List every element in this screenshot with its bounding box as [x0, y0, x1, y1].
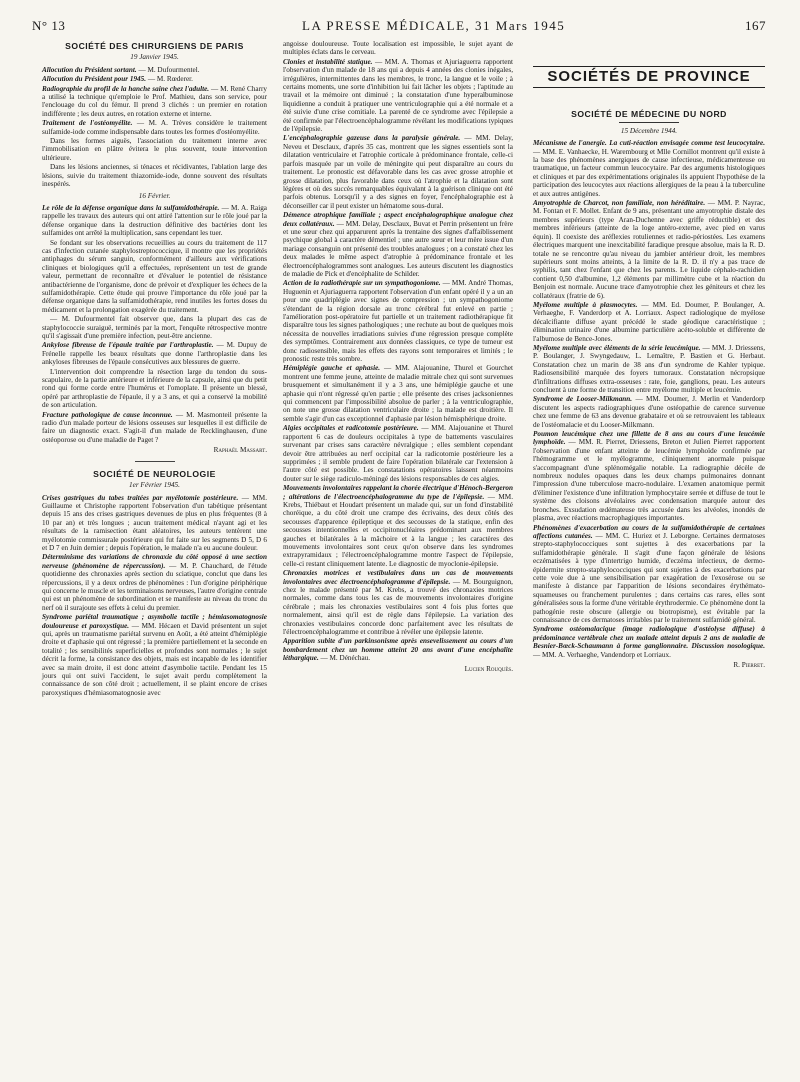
paragraph: Mouvements involontaires rappelant la chorée électrique d'Hénoch-Bergeron ; altérations de l'électroencéphalogramme du type de l'épilepsie. — MM. Krebs, Thiébaut et Houdart présentent un malade qui, sur un fond d'instabilité choréique, a du côté droit une crampe des écrivains, des deux côtés des secousses d'apparence épileptique et des secousses de la statique, enfin des secousses intentionnelles et occipitonucléaires prédominant aux membres gauches et bilatérales à la mâchoire et à la langue ; les caractères des mouvements involontaires sont ceux qu'on observe dans les syndromes extrapyramidaux ; l'électroencéphalogramme montre l'aspect de l'épilepsie, celle-ci restant cliniquement latente. Le diagnostic de myoclonie-épilepsie.	[283, 484, 513, 568]
paragraph: angoisse douloureuse. Toute localisation est impossible, le sujet ayant de multiples éclats dans le cerveau.	[283, 40, 513, 57]
paragraph: Crises gastriques du tabes traitées par myélotomie postérieure. — MM. Guillaume et Christophe rapportent l'observation d'un tabétique présentant depuis 15 ans des crises gastriques devenues de plus en plus fréquentes (8 à 10 par an) et très longues ; aucun traitement médical n'ayant agi et les résultats de la ramisection étant aléatoires, les auteurs tentèrent une myélotomie commissurale postérieure qui fut faite sur les segments D 5, D 6 et D 7 en Juin dernier ; depuis l'opération, le malade n'a eu aucune douleur.	[42, 493, 267, 552]
paragraph: Clonies et instabilité statique. — MM. A. Thomas et Ajuriaguerra rapportent l'observation d'un malade de 18 ans qui a depuis 4 années des clonies inégales, irrégulières, intermittentes dans les membres, le tronc, la langue et le voile ; à certains moments, une sorte d'inhibition lui fait lâcher les objets ; l'aptitude au travail et la mémoire ont diminué ; la constatation d'une hyperalbuminose liquidienne a conduit à pratiquer une ventriculographie qui a été normale et a été suivie d'une crise comitiale. La parenté de ce syndrome avec l'épilepsie a été confirmée par l'électroencéphalogramme révélant les modifications typiques de l'épilepsie.	[283, 57, 513, 134]
paragraph-lead: Mouvements involontaires rappelant la chorée électrique d'Hénoch-Bergeron ; altérations de l'électroencéphalogramme du type de l'épilepsie.	[283, 484, 513, 501]
paragraph: Syndrome pariétal traumatique ; asymbolie tactile ; hémiasomatognosie douloureuse et paroxystique. — MM. Hécaen et David présentent un sujet qui, après un traumatisme pariétal survenu en Août, a été atteint d'hémiplégie droite et d'aphasie qui ont régressé ; la première partiellement et la seconde en totalité ; les sensibilités superficielles et profondes sont normales ; le sujet décrit la forme, la consistance des objets, mais est incapable de les identifier avec sa main droite, il est donc atteint d'asymbolie tactile. Pendant les 15 jours qui ont suivi l'accident, le sujet avait perdu complètement la connaissance de son côté droit ; actuellement, il se plaint encore de crises paroxystiques d'hémiasomatognosie avec	[42, 613, 267, 697]
paragraph: Syndrome de Looser-Milkmann. — MM. Doumer, J. Merlin et Vanderdorp discutent les aspects radiographiques d'une ostéopathie de carence survenue chez une femme de 63 ans devenue grabataire et où se retrouvaient les tableaux de l'ostéomalacie et du Looser-Milkmann.	[533, 395, 765, 429]
paragraph: Myélome multiple à plasmocytes. — MM. Ed. Doumer, P. Boulanger, A. Verhaeghe, F. Vanderdorp et A. Lorriaux. Aspect radiologique de myélose décalcifiante diffuse ayant précédé le stade géodique caractéristique ; élimination urinaire d'une albumine particulière acéto-soluble et différente de l'albumose de Bence-Jones.	[533, 300, 765, 343]
paragraph: Apparition subite d'un parkinsonisme après ensevelissement au cours d'un bombardement chez un homme atteint 20 ans avant d'une encéphalite léthargique. — M. Dénéchau.	[283, 637, 513, 663]
divider	[135, 461, 175, 462]
journal-title: LA PRESSE MÉDICALE, 31 Mars 1945	[302, 18, 566, 33]
paragraph-lead: Poumon leucémique chez une fillette de 8 ans au cours d'une leucémie lymphoïde.	[533, 430, 765, 447]
paragraph: Ankylose fibreuse de l'épaule traitée par l'arthroplastie. — M. Dupuy de Frénelle rappelle les beaux résultats que donne l'arthroplastie dans les ankyloses fibreuses de l'épaule consécutives aux blessures de guerre.	[42, 341, 267, 367]
paragraph-lead: Syndrome de Looser-Milkmann.	[533, 395, 633, 404]
session-date: 16 Février.	[138, 191, 171, 200]
author-signature: R. Pierret.	[733, 661, 765, 669]
title-underline	[619, 122, 679, 123]
column-1	[42, 40, 267, 698]
paragraph: Mécanisme de l'anergie. La cuti-réaction envisagée comme test leucocytaire. — MM. E. Vanhaecke, H. Warembourg et Mlle Cornillot montrent qu'il existe à la base des phénomènes anergiques de cause infectieuse, médicamenteuse ou traumatique, un facteur commun leucocytaire. Par des arguments histologiques et cliniques et par des expérimentations originales ils appuient l'hypothèse de la participation des leucocytes aux réactions allergiques de la peau à la tuberculine et aux autres antigènes.	[533, 139, 765, 198]
paragraph: Action de la radiothérapie sur un sympathogoniome. — MM. André Thomas, Huguenin et Ajuriaguerra rapportent l'observation d'un enfant opéré il y a un an pour une quadriplégie avec signes de compression ; un sympathogoniome s'étendant de la région dorsale au tronc cérébral fut enlevé en partie ; l'amélioration post-opératoire fut partielle et un traitement radiothérapique fit disparaître tous les signes pathologiques ; une rechute au bout de quelques mois nécessita de nouvelles irradiations suivies d'une régression presque complète des symptômes. Contrairement aux données classiques, ce type de tumeur est donc radiosensible, mais les effets des rayons sont temporaires et limités ; le pronostic reste très sombre.	[283, 279, 514, 364]
paragraph-lead: Le rôle de la défense organique dans la sulfamidothérapie.	[42, 203, 220, 212]
paragraph-lead: Allocution du Président sortant.	[42, 65, 137, 74]
issue-number: N° 13	[32, 18, 66, 33]
society-title: SOCIÉTÉ DE MÉDECINE DU NORD	[571, 109, 727, 120]
paragraph-lead: Myélome multiple à plasmocytes.	[533, 300, 638, 309]
paragraph-lead: Myélome multiple avec éléments de la série leucémique.	[533, 343, 701, 352]
session-date: 19 Janvier 1945.	[130, 53, 179, 62]
society-title: SOCIÉTÉ DE NEUROLOGIE	[93, 468, 216, 479]
paragraph-lead: Traitement de l'ostéomyélite.	[42, 119, 133, 128]
paragraph: Se fondant sur les observations recueillies au cours du traitement de 117 cas d'infection cutanée staphylostreptococcique, il montre que les propriétés antiphages du sérum sanguin, conformément d'ailleurs aux vérifications cliniques et biologiques qu'il a effectuées, représentent un test de grande valeur, permettant de reconnaître et d'évaluer le potentiel de résistance antibactérienne de l'organisme, donc de prévoir et d'expliquer les échecs de la sulfamidothérapie. Cette étude qui prouve l'importance du rôle joué par la défense organique dans la sulfamidothérapie, rend inutiles les fortes doses du médicament et la prolongation exagérée du traitement.	[42, 238, 267, 314]
paragraph-lead: Action de la radiothérapie sur un sympathogoniome.	[283, 279, 441, 288]
paragraph: Dans les formes aiguës, l'association du traitement interne avec l'immobilisation en plâtre évitera le plus souvent, toute intervention ultérieure.	[42, 137, 267, 162]
paragraph: Algies occipitales et radicotomie postérieure. — MM. Alajouanine et Thurel rapportent 6 cas de douleurs occipitales à type de battements vasculaires survenant par crises sans caractère névralgique ; elles semblent cependant devoir être attribuées au nerf occipital car la radicotomie postérieure les a supprimées ; il semble prudent de faire l'opération bilatérale car l'extension à l'autre côté est possible. Les constatations opératoires laissent néanmoins douter sur le siège radiculo-méningé des lésions responsables de ces algies.	[283, 424, 514, 483]
running-header	[32, 16, 766, 34]
paragraph: Dans les lésions anciennes, si ténaces et récidivantes, l'ablation large des lésions, suivie du traitement thiazomide-iode, donne souvent des résultats inespérés.	[42, 163, 267, 189]
paragraph: L'encéphalographie gazeuse dans la paralysie générale. — MM. Delay, Neveu et Desclaux, d'après 35 cas, montrent que les signes essentiels sont la dilatation ventriculaire et l'atrophie corticale à prédominance frontale, celle-ci parfois masquée par un voile de méningite qui peut disparaître au cours du traitement. Le pronostic est défavorable dans les cas avec grosse atrophie et grosse dilatation, plus favorable dans ceux où l'atrophie et la dilatation sont légères et où des succès remarquables équivalant à la guérison clinique ont été parfois obtenus. Lorsqu'il y a des signes en foyer, l'encéphalographie est à déconseiller car il peut exister un hématome sous-dural.	[283, 134, 513, 210]
page-number: 167	[745, 18, 766, 33]
paragraph: L'intervention doit comprendre la résection large du tendon du sous-scapulaire, de la partie antérieure et inférieure de la capsule, ainsi que du petit rond qui forme corde entre l'humérus et l'omoplate. Il présente un blessé, opéré par arthroplastie de l'épaule, il y a 3 ans, et qui a conservé la mobilité de son articulation.	[42, 367, 267, 410]
paragraph: Le rôle de la défense organique dans la sulfamidothérapie. — M. A. Raiga rappelle les travaux des auteurs qui ont attiré l'attention sur le rôle joué par la défense organique dans la destruction définitive des bactéries dont les sulfamides ont arrêté la multiplication, sans cependant les tuer.	[42, 203, 267, 238]
paragraph-lead: Algies occipitales et radicotomie postérieure.	[283, 424, 419, 433]
column-3	[533, 40, 765, 673]
paragraph-lead: Chronaxies motrices et vestibulaires dans un cas de mouvements involontaires avec électroencéphalogramme d'épilepsie.	[283, 569, 513, 586]
paragraph: Myélome multiple avec éléments de la série leucémique. — MM. J. Driessens, P. Boulanger, J. Swyngedauw, L. Lemaître, P. Bastien et G. Herbaut. Constatation chez un marin de 38 ans d'un syndrome de Kahler typique. Radiosensibilité marquée des foyers tumoraux. Constatation nécropsique d'infiltrations diffuses extra-osseuses : rate, foie, ganglions, peau. Les auteurs concluent à une forme de transition entre myélome multiple et leucémie.	[533, 343, 765, 394]
paragraph: Poumon leucémique chez une fillette de 8 ans au cours d'une leucémie lymphoïde. — MM. R. Pierret, Driessens, Breton et Julien Pierret rapportent l'observation d'une enfant atteinte de leucémie lymphoïde confirmée par l'hémogramme et le myélogramme, cliniquement anormale puisque s'accompagnant d'une splénomégalie notable. La radiographie décèle de nombreux nodules opaques dans les deux champs pulmonaires donnant l'impression d'une tuberculose macro-nodulaire. L'examen anatomique permit d'éliminer l'existence d'une infiltration lymphocytaire serrée et diffuse de tout le système des cloisons alvéolaires avec condensation marquée autour des bronches. Exsudation œdémateuse très accusée dans les alvéoles, inondés de plasma, avec réactions macrophagiques importantes.	[533, 430, 765, 523]
paragraph: Radiographie du profil de la hanche saine chez l'adulte. — M. René Charry a utilisé la technique qu'emploie le Prof. Mathieu, dans son service, pour l'enclouage du col du fémur. Il prend 3 clichés : un premier en rotation indifférente ; les deux autres, en rotation externe et interne.	[42, 84, 267, 118]
column-2	[283, 40, 513, 677]
paragraph: Allocution du Président pour 1945. — M. Rœderer.	[42, 75, 193, 84]
paragraph-lead: Syndrome ostéomalacique (image radiologique d'ostéolyse diffuse) à prédominance vertébrale chez un malade atteint depuis 2 ans de maladie de Besnier-Bœck-Schaumann à forme ganglionnaire. Discussion nosologique.	[533, 625, 765, 651]
paragraph-lead: Apparition subite d'un parkinsonisme après ensevelissement au cours d'un bombardement chez un homme atteint 20 ans avant d'une encéphalite léthargique.	[283, 637, 513, 663]
paragraph: Amyotrophie de Charcot, non familiale, non héréditaire. — MM. P. Nayrac, M. Fontan et F. Mollet. Enfant de 9 ans, présentant une amyotrophie distale des membres supérieurs (type Aran-Duchenne avec griffe réductible) et des membres inférieurs (atteinte de la loge antéro-externe, avec pied en varus équin). Il coexiste des aréflexies rotuliennes et radio-périostées. Les examens électriques marquent une inexcitabilité faradique presque absolue, mais la R. D. totale ne se rencontre qu'au niveau du jambier antérieur droit, les membres supérieurs sont moins atteints, à la limite de la R. D. il n'y a pas trace de syphilis, tant chez l'enfant que chez les parents. Le liquide céphalo-rachidien contient 0,50 d'albumine, 1,2 éléments par millimètre cube et la réaction du Benjoin est normale. Aucune trace d'amyotrophie chez les géniteurs et chez les collatéraux (fratrie de 6).	[533, 199, 766, 300]
paragraph-lead: Ankylose fibreuse de l'épaule traitée par l'arthroplastie.	[42, 341, 214, 350]
paragraph-lead: Syndrome pariétal traumatique ; asymbolie tactile ; hémiasomatognosie douloureuse et paroxystique.	[42, 613, 267, 630]
society-title: SOCIÉTÉ DES CHIRURGIENS DE PARIS	[65, 41, 244, 51]
paragraph-lead: Phénomènes d'exacerbation au cours de la sulfamidothérapie de certaines affections cutanées.	[533, 523, 765, 540]
paragraph-lead: Hémiplégie gauche et aphasie.	[283, 364, 381, 373]
paragraph: Chronaxies motrices et vestibulaires dans un cas de mouvements involontaires avec électroencéphalogramme d'épilepsie. — M. Bourguignon, chez le malade présenté par M. Krebs, a trouvé des chronaxies motrices normales, comme dans tous les cas de mouvements involontaires d'origine cérébrale ; mais les chronaxies vestibulaires sont 4 fois plus fortes que normalement, ainsi qu'il est de règle dans l'épilepsie. La variation des chronaxies vestibulaires concorde donc parfaitement avec les résultats de l'électroencéphalogramme et contribue à révéler une épilepsie latente.	[283, 569, 513, 637]
paragraph: — M. Dufourmentel fait observer que, dans la plupart des cas de staphylococcie suraiguë, terminés par la mort, l'enquête rétrospective montre qu'il s'agissait d'une première infection, peut-être ancienne.	[42, 315, 267, 340]
paragraph: Phénomènes d'exacerbation au cours de la sulfamidothérapie de certaines affections cutanées. — MM. C. Huriez et J. Leborgne. Certaines dermatoses strepto-staphylococciques sont sujettes à des exacerbations par la sulfamidothérapie générale. Il s'agit d'une façon générale de lésions eczématisées à type d'intertrigo humide, d'eczéma infectieux, de dermo-épidermite strepto-staphylococciques qui sont sujettes à des exacerbations par cette voie due à une sensibilisation par exagération de l'exosérose ou se manifeste à distance par l'apparition de lésions secondaires érythémato-squameuses ou franchement purulentes ; dans certains cas rares, elles sont généralisées sous la forme d'une véritable érythrodermie. Ce phénomène dont la pathogénie reste obscure (allergie ou biotropisme), est évitable par la connaissance de ces dermatoses irritables par le traitement sulfamidé général.	[533, 523, 766, 624]
paragraph: Hémiplégie gauche et aphasie. — MM. Alajouanine, Thurel et Gourchet montrent une femme jeune, atteinte de maladie mitrale chez qui sont survenues brusquement et simultanément il y a 3 ans, une hémiplégie gauche et une aphasie qui n'ont régressé qu'en partie ; elle présente des crises jacksoniennes qui commencent par l'impossibilité absolue de parler ; à la ventriculographie, on note une grosse dilatation ventriculaire droite ; la malade est droitière. Il semble s'agir d'un cas exceptionnel d'aphasie par lésion hémisphérique droite.	[283, 364, 513, 423]
section-banner: SOCIÉTÉS DE PROVINCE	[533, 66, 765, 88]
paragraph-lead: L'encéphalographie gazeuse dans la paralysie générale.	[283, 134, 461, 143]
paragraph-lead: Mécanisme de l'anergie. La cuti-réaction envisagée comme test leucocytaire.	[533, 139, 765, 148]
paragraph: Démence atrophique familiale ; aspect encéphalographique analogue chez deux collatéraux. — MM. Delay, Desclaux, Buvat et Perrin présentent un frère et une sœur chez qui apparurent après la trentaine des signes d'affaiblissement psychique global à caractère démentiel ; une autre sœur et leur mère issue d'un mariage consanguin ont présenté des troubles analogues ; on a constaté chez les deux malades le même aspect d'atrophie à prédominance frontale et les électroencéphalogrammes sont analogues. Les auteurs discutent les diagnostics de maladie de Pick et d'encéphalite de Schilder.	[283, 211, 513, 278]
paragraph-lead: Crises gastriques du tabes traitées par myélotomie postérieure.	[42, 493, 239, 502]
author-signature: Lucien Rouquès.	[464, 664, 513, 673]
paragraph-lead: Allocution du Président pour 1945.	[42, 75, 147, 84]
paragraph-lead: Radiographie du profil de la hanche saine chez l'adulte.	[42, 84, 210, 93]
author-signature: Raphaël Massart.	[213, 446, 267, 455]
paragraph: Déterminisme des variations de chronaxie du côté opposé à une section nerveuse (phénomène de répercussion). — M. P. Chauchard, de l'étude quotidienne des chronaxies après section du sciatique, conclut que dans les répercussions, il y a deux ordres de phénomènes : l'un d'origine périphérique qui concerne le muscle et les terminaisons nerveuses, l'autre d'origine centrale qui est un phénomène de subordination et se manifeste au niveau du tronc du nerf où il surajoute ses effets à celui du premier.	[42, 553, 267, 612]
paragraph-lead: Clonies et instabilité statique.	[283, 57, 373, 66]
paragraph-lead: Fracture pathologique de cause inconnue.	[42, 410, 173, 419]
session-date: 15 Décembre 1944.	[620, 126, 678, 135]
paragraph-lead: Amyotrophie de Charcot, non familiale, non héréditaire.	[533, 199, 706, 208]
session-date: 1er Février 1945.	[129, 481, 180, 490]
paragraph: Fracture pathologique de cause inconnue. — M. Masmonteil présente la radio d'un malade porteur de lésions osseuses sur lesquelles il est difficile de faire un diagnostic exact. S'agit-il d'un malade de Recklinghausen, d'une ostéoporose ou d'une maladie de Paget ?	[42, 410, 267, 444]
paragraph: Traitement de l'ostéomyélite. — M. A. Trèves considère le traitement sulfamide-iode comme indispensable dans toutes les formes d'ostéomyélite.	[42, 119, 268, 136]
paragraph: Allocution du Président sortant. — M. Dufourmentel.	[42, 65, 200, 74]
paragraph: Syndrome ostéomalacique (image radiologique d'ostéolyse diffuse) à prédominance vertébrale chez un malade atteint depuis 2 ans de maladie de Besnier-Bœck-Schaumann à forme ganglionnaire. Discussion nosologique. — MM. A. Verhaeghe, Vandendorp et Lorriaux.	[533, 625, 765, 659]
paragraph-lead: Démence atrophique familiale ; aspect encéphalographique analogue chez deux collatéraux.	[283, 211, 513, 228]
paragraph-lead: Déterminisme des variations de chronaxie du côté opposé à une section nerveuse (phénomène de répercussion).	[42, 553, 267, 570]
